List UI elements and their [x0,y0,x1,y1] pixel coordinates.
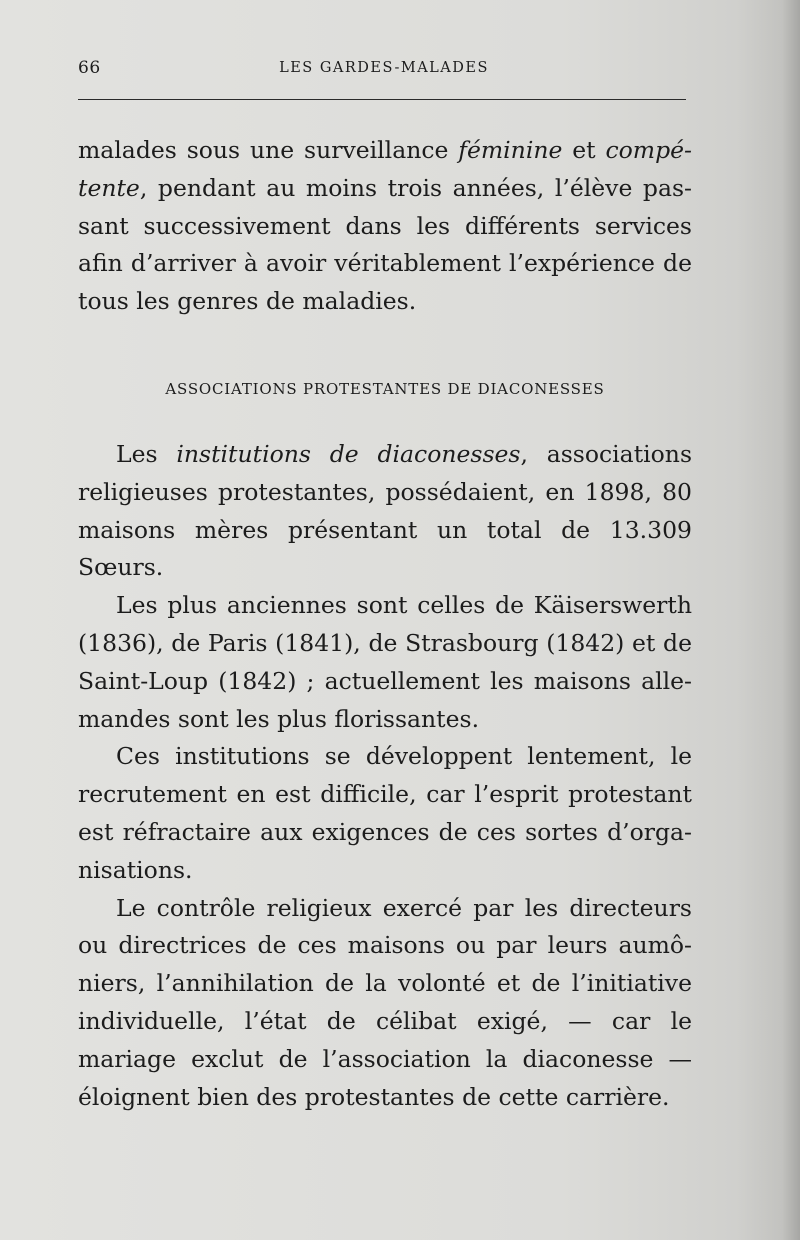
paragraph-controle: Le contrôle religieux exercé par les directeurs ou directrices de ces maisons ou par leurs aumôniers, l’annihilation de la volonté et de l’initiative individuelle, l’état de célibat exigé, — car le mariage exclut de l’association la diaconesse — éloignent bien des protestantes de cette carrière. [78,893,692,1111]
paragraph-institutions [78,436,692,587]
page-edge-shadow [782,0,800,1240]
intro-italic-competente: compétente [78,136,692,202]
intro-text-part3: , pendant au moins trois années, l’élève passant successivement dans les différents services afin d’arriver à avoir véritablement l’expérience de tous les genres de maladies. [78,173,692,316]
section-heading: ASSOCIATIONS PROTESTANTES DE DIACONESSES [165,380,605,398]
intro-text-part1: malades sous une surveillance [78,136,459,164]
paragraph-1-rest: , associations religieuses protestantes, possédaient, en 1898, 80 maisons mères présentant un total de 13.309 Sœurs. [78,440,692,582]
paragraph-anciennes: Les plus anciennes sont celles de Käiserswerth (1836), de Paris (1841), de Strasbourg (1842) et de Saint-Loup (1842) ; actuellement les maisons allemandes sont les plus florissantes. [78,591,692,733]
intro-text [78,132,692,321]
running-header [78,58,690,86]
running-title: LES GARDES-MALADES [279,60,489,76]
paragraph-developpement: Ces institutions se développent lentement, le recrutement en est difficile, car l’esprit protestant est réfractaire aux exigences de ces sortes d’organisations. [78,742,692,884]
paragraph-1-italic: institutions de diaconesses [176,440,521,468]
paragraph-1-lead: Les [116,440,177,468]
intro-text-part2: et [562,136,606,164]
intro-paragraph [78,132,692,321]
intro-italic-feminine: féminine [458,136,563,164]
section-body [78,436,692,1116]
page-number: 66 [78,58,101,78]
header-rule [78,99,686,100]
